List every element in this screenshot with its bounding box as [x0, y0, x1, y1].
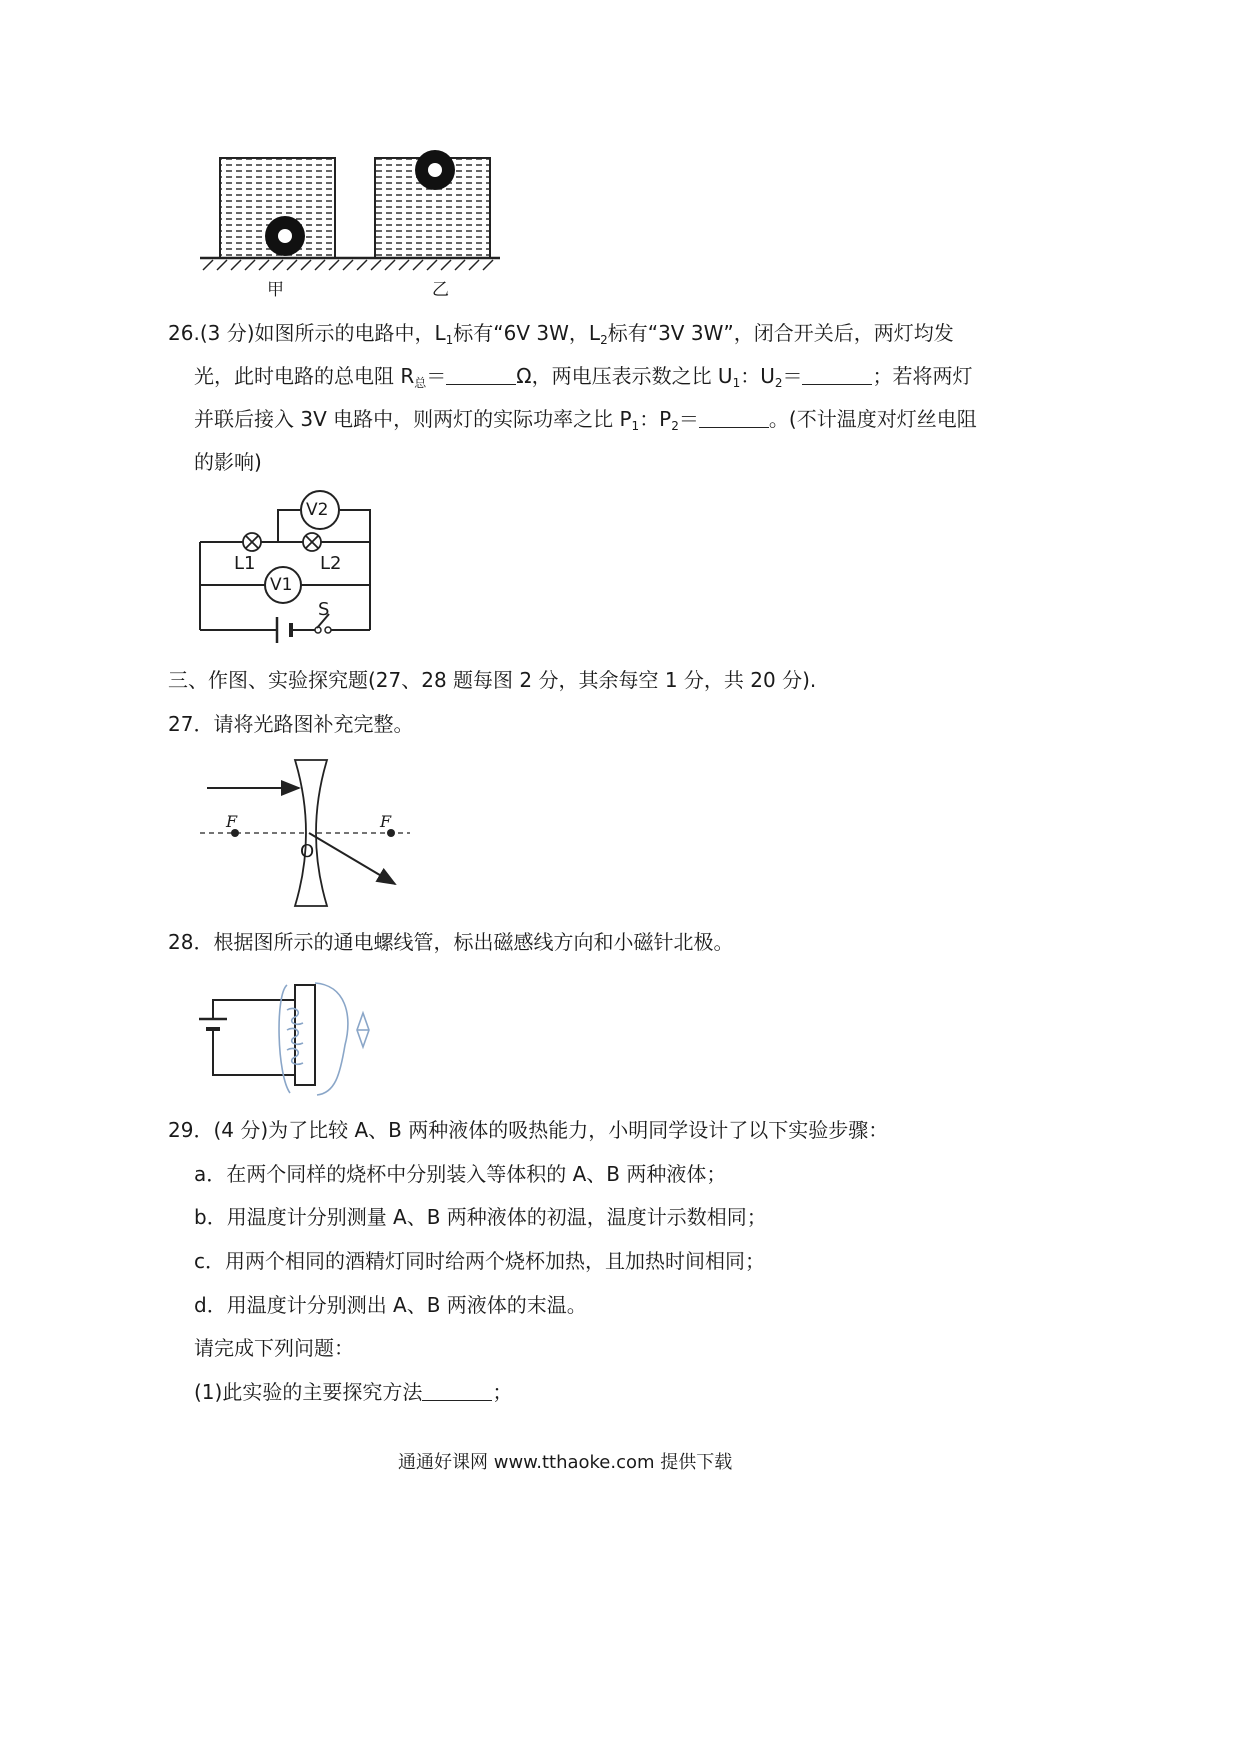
q26-line1: 26.(3 分)如图所示的电路中，$L_1$标有“6V 3W，$L_2$标有“3V 3W”，闭合开关后，两灯均发	[168, 321, 954, 347]
q28-text: 28．根据图所示的通电螺线管，标出磁感线方向和小磁针北极。	[168, 930, 734, 954]
solenoid-diagram	[195, 975, 395, 1105]
label-l2: L2	[320, 553, 342, 574]
q26-number: 26.	[168, 321, 200, 345]
label-jia: 甲	[267, 280, 284, 300]
q29-step-a: a．在两个同样的烧杯中分别装入等体积的 A、B 两种液体；	[194, 1162, 727, 1186]
q26-score: (3 分)	[199, 321, 255, 345]
label-o: O	[300, 841, 315, 862]
q29-step-b: b．用温度计分别测量 A、B 两种液体的初温，温度计示数相同；	[194, 1205, 767, 1229]
section-3-title: 三、作图、实验探究题(27、28 题每图 2 分，其余每空 1 分，共 20 分).	[168, 668, 817, 692]
q26-line2: 光，此时电路的总电阻 $R_总= \Omega$，两电压表示数之比 $U_1$：$U_2=$ ；若将两灯	[194, 364, 973, 390]
q29-prompt: 请完成下列问题：	[194, 1336, 354, 1360]
answer-blank-p-ratio[interactable]	[699, 407, 769, 428]
label-l1: L1	[234, 553, 256, 574]
label-f-right: F	[380, 812, 392, 831]
label-yi: 乙	[432, 280, 449, 300]
q29-step-c: c．用两个相同的酒精灯同时给两个烧杯加热，且加热时间相同；	[194, 1249, 765, 1273]
label-f-left: F	[226, 812, 238, 831]
magnetic-needle	[357, 1013, 369, 1047]
q29-sub1: (1)此实验的主要探究方法 ；	[194, 1380, 513, 1404]
lamp-l1	[243, 533, 261, 551]
label-s: S	[318, 599, 330, 620]
label-v2: V2	[306, 500, 329, 520]
footer-credit: 通通好课网 www.tthaoke.com 提供下载	[398, 1452, 733, 1473]
q29-line1: 29．(4 分)为了比较 A、B 两种液体的吸热能力，小明同学设计了以下实验步骤：	[168, 1118, 889, 1142]
circuit-diagram	[195, 492, 395, 642]
lamp-l2	[303, 533, 321, 551]
q29-number: 29．	[168, 1118, 214, 1142]
answer-blank-method[interactable]	[422, 1380, 492, 1401]
q29-step-d: d．用温度计分别测出 A、B 两液体的末温。	[194, 1293, 587, 1317]
q26-line3: 并联后接入 3V 电路中，则两灯的实际功率之比 $P_1$：$P_2=$ 。(不计温度对灯丝电阻	[194, 407, 977, 433]
figure-containers	[195, 150, 515, 300]
answer-blank-r-total[interactable]	[446, 364, 516, 385]
answer-blank-u-ratio[interactable]	[802, 364, 872, 385]
q26-line4: 的影响)	[194, 450, 262, 474]
refracted-ray	[309, 833, 395, 884]
q27-text: 27．请将光路图补充完整。	[168, 712, 414, 736]
label-v1: V1	[270, 575, 293, 595]
